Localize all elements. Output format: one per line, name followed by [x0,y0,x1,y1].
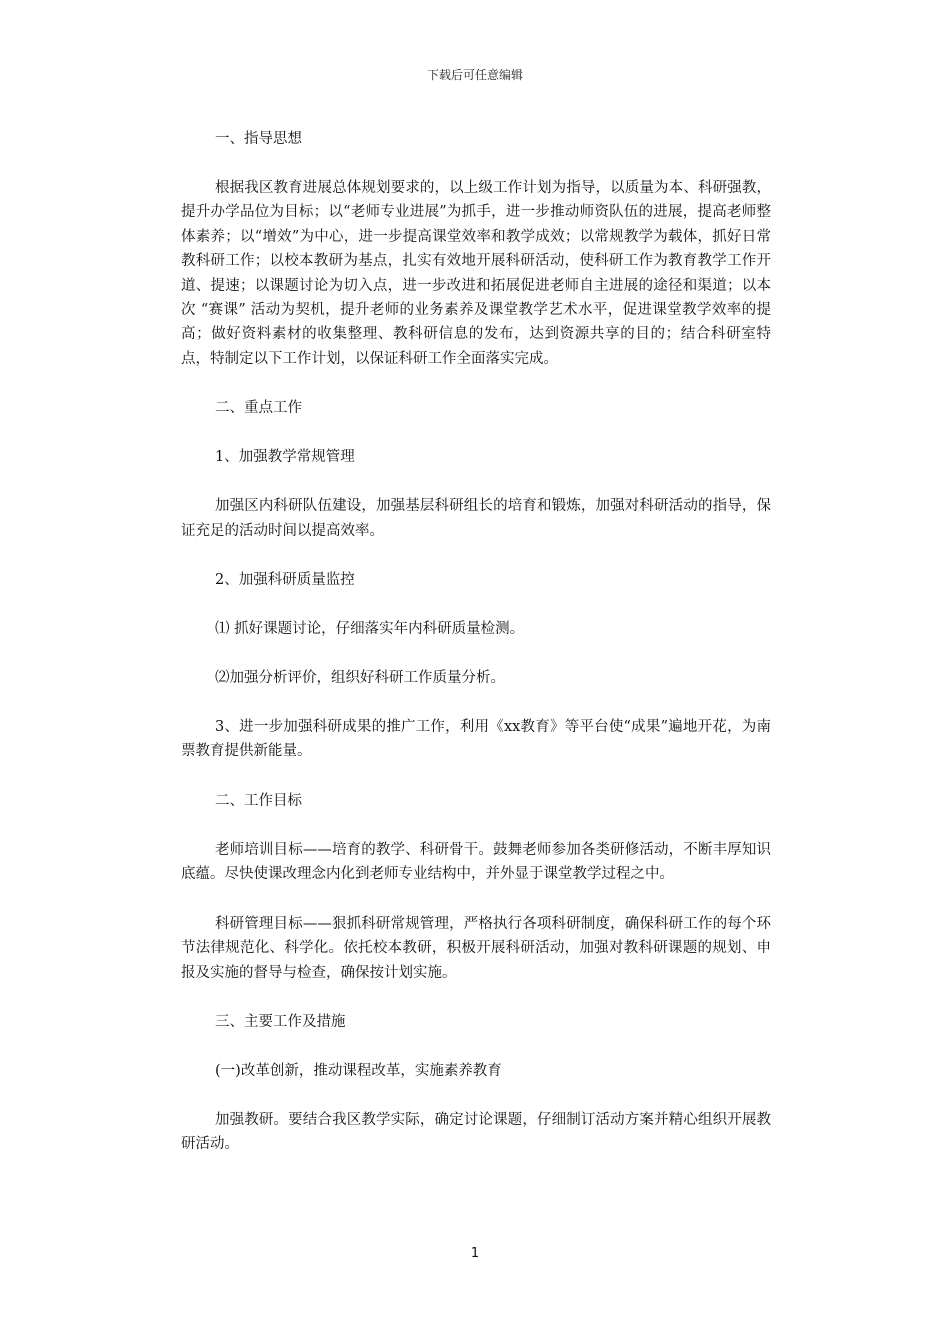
list-item-topic-research: ⑴ 抓好课题讨论，仔细落实年内科研质量检测。 [215,621,525,638]
page-header: 下载后可任意编辑 [426,68,523,82]
paragraph-guiding-ideology: 根据我区教育进展总体规划要求的，以上级工作计划为指导，以质量为本、科研强教，提升办学品位为目标；以“老师专业进展”为抓手，进一步推动师资队伍的进展，提高老师整体素养；以“增效”为中心，进一步提高课堂效率和教学成效；以常规教学为载体，抓好日常教科研工作；以校本教研为基点，扎实有效地开展科研活动，使科研工作为教育教学工作开道、提速；以课题讨论为切入点，进一步改进和拓展促进老师自主进展的途径和渠道；以本次 “赛课” 活动为契机，提升老师的业务素养及课堂教学艺术水平，促进课堂教学效率的提高；做好资料素材的收集整理、教科研信息的发布，达到资源共享的目的；结合科研室特点，特制定以下工作计划，以保证科研工作全面落实完成。 [181,180,771,367]
subheading-reform-innovation: (一)改革创新，推动课程改革，实施素养教育 [215,1062,502,1079]
document-body [181,127,771,1182]
section-heading-main-measures: 三、主要工作及措施 [215,1013,346,1030]
list-item-analysis-evaluation: ⑵加强分析评价，组织好科研工作质量分析。 [215,670,505,687]
paragraph-teaching-routine: 加强区内科研队伍建设，加强基层科研组长的培育和锻炼，加强对科研活动的指导，保证充足的活动时间以提高效率。 [181,498,771,539]
section-heading-work-goals: 二、工作目标 [215,792,302,809]
subheading-teaching-routine: 1、加强教学常规管理 [215,449,355,466]
paragraph-strengthen-research: 加强教研。要结合我区教学实际，确定讨论课题，仔细制订活动方案并精心组织开展教研活动。 [181,1111,771,1153]
subheading-quality-monitoring: 2、加强科研质量监控 [215,572,355,589]
section-heading-guiding-ideology: 一、指导思想 [215,131,302,147]
paragraph-research-management-goal: 科研管理目标——狠抓科研常规管理，严格执行各项科研制度，确保科研工作的每个环节法律规范化、科学化。依托校本教研，积极开展科研活动，加强对教科研课题的规划、申报及实施的督导与检查，确保按计划实施。 [181,915,771,981]
paragraph-teacher-training-goal: 老师培训目标——培育的教学、科研骨干。鼓舞老师参加各类研修活动，不断丰厚知识底蕴。尽快使课改理念内化到老师专业结构中，并外显于课堂教学过程之中。 [181,841,771,883]
paragraph-results-promotion: 3、进一步加强科研成果的推广工作，利用《xx教育》等平台使“成果”遍地开花，为南票教育提供新能量。 [181,719,771,760]
section-heading-key-work: 二、重点工作 [215,400,302,417]
page-number: 1 [470,1246,480,1261]
